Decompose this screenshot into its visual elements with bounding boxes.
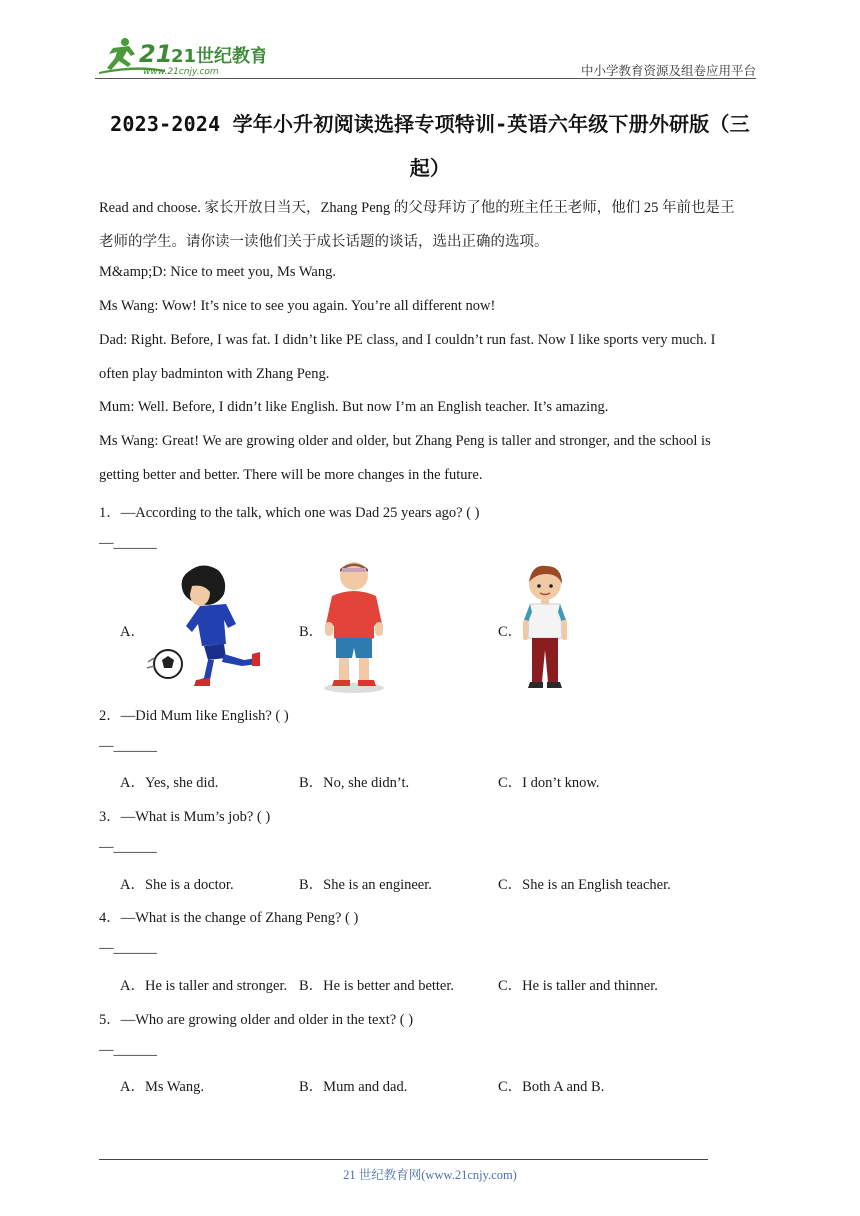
question-5-stem: 5．—Who are growing older and older in the text? ( ): [99, 1012, 414, 1028]
dialogue-line: Mum: Well. Before, I didn’t like English. But now I’m an English teacher. It’s amazing.: [99, 399, 609, 415]
title-line-1: 2023-2024 学年小升初阅读选择专项特训-英语六年级下册外研版（三: [110, 112, 750, 136]
thin-boy-in-white-shirt-image: [520, 562, 570, 692]
question-2-option-b[interactable]: B．No, she didn’t.: [299, 775, 410, 791]
footer-divider: [99, 1159, 708, 1160]
platform-name: 中小学教育资源及组卷应用平台: [580, 63, 756, 78]
question-2-option-c[interactable]: C．I don’t know.: [498, 775, 600, 791]
question-3-option-a[interactable]: A．She is a doctor.: [120, 877, 234, 893]
svg-text:21世纪教育: 21世纪教育: [171, 46, 265, 67]
dialogue-line: Ms Wang: Wow! It’s nice to see you again. You’re all different now!: [99, 298, 496, 314]
page-title: [95, 102, 765, 190]
svg-text:21: 21: [139, 40, 173, 68]
question-4-option-b[interactable]: B．He is better and better.: [299, 978, 455, 994]
question-5-option-c[interactable]: C．Both A and B.: [498, 1079, 605, 1095]
question-5-option-b[interactable]: B．Mum and dad.: [299, 1079, 408, 1095]
header-divider: [95, 78, 756, 79]
boy-kicking-soccer-ball-image: [144, 562, 262, 692]
question-5-answer-line: —______: [99, 1042, 157, 1058]
question-1-answer-line: —______: [99, 535, 157, 551]
dialogue-line: M&amp;D: Nice to meet you, Ms Wang.: [99, 264, 336, 280]
dialogue-line: getting better and better. There will be more changes in the future.: [99, 467, 483, 483]
question-3-option-b[interactable]: B．She is an engineer.: [299, 877, 432, 893]
question-2-option-a[interactable]: A．Yes, she did.: [120, 775, 219, 791]
dialogue-line: Ms Wang: Great! We are growing older and older, but Zhang Peng is taller and stronger, and the school is: [99, 433, 711, 449]
question-2-stem: 2．—Did Mum like English? ( ): [99, 708, 289, 724]
question-1-option-c[interactable]: C．: [498, 624, 523, 640]
question-1-stem: 1．—According to the talk, which one was Dad 25 years ago? ( ): [99, 505, 480, 521]
intro-line-1: Read and choose. 家长开放日当天，Zhang Peng 的父母拜访了他的班主任王老师，他们 25 年前也是王: [99, 200, 735, 216]
question-4-answer-line: —______: [99, 940, 157, 956]
footer-link[interactable]: 21 世纪教育网(www.21cnjy.com): [343, 1168, 517, 1182]
svg-text:www.21cnjy.com: www.21cnjy.com: [143, 67, 219, 77]
question-1-option-a[interactable]: A．: [120, 624, 145, 640]
title-line-2: 起）: [409, 156, 451, 180]
fat-man-in-red-shirt-image: [320, 560, 388, 694]
question-3-stem: 3．—What is Mum’s job? ( ): [99, 809, 271, 825]
dialogue-line: often play badminton with Zhang Peng.: [99, 366, 330, 382]
question-4-option-c[interactable]: C．He is taller and thinner.: [498, 978, 658, 994]
question-4-stem: 4．—What is the change of Zhang Peng? ( ): [99, 910, 359, 926]
question-2-answer-line: —______: [99, 738, 157, 754]
question-1-option-b[interactable]: B．: [299, 624, 324, 640]
question-4-option-a[interactable]: A．He is taller and stronger.: [120, 978, 288, 994]
question-3-option-c[interactable]: C．She is an English teacher.: [498, 877, 671, 893]
question-3-answer-line: —______: [99, 839, 157, 855]
question-5-option-a[interactable]: A．Ms Wang.: [120, 1079, 204, 1095]
dialogue-line: Dad: Right. Before, I was fat. I didn’t like PE class, and I couldn’t run fast. Now I like sports very much. I: [99, 332, 716, 348]
intro-line-2: 老师的学生。请你读一读他们关于成长话题的谈话，选出正确的选项。: [99, 234, 549, 250]
site-logo: [95, 34, 265, 78]
